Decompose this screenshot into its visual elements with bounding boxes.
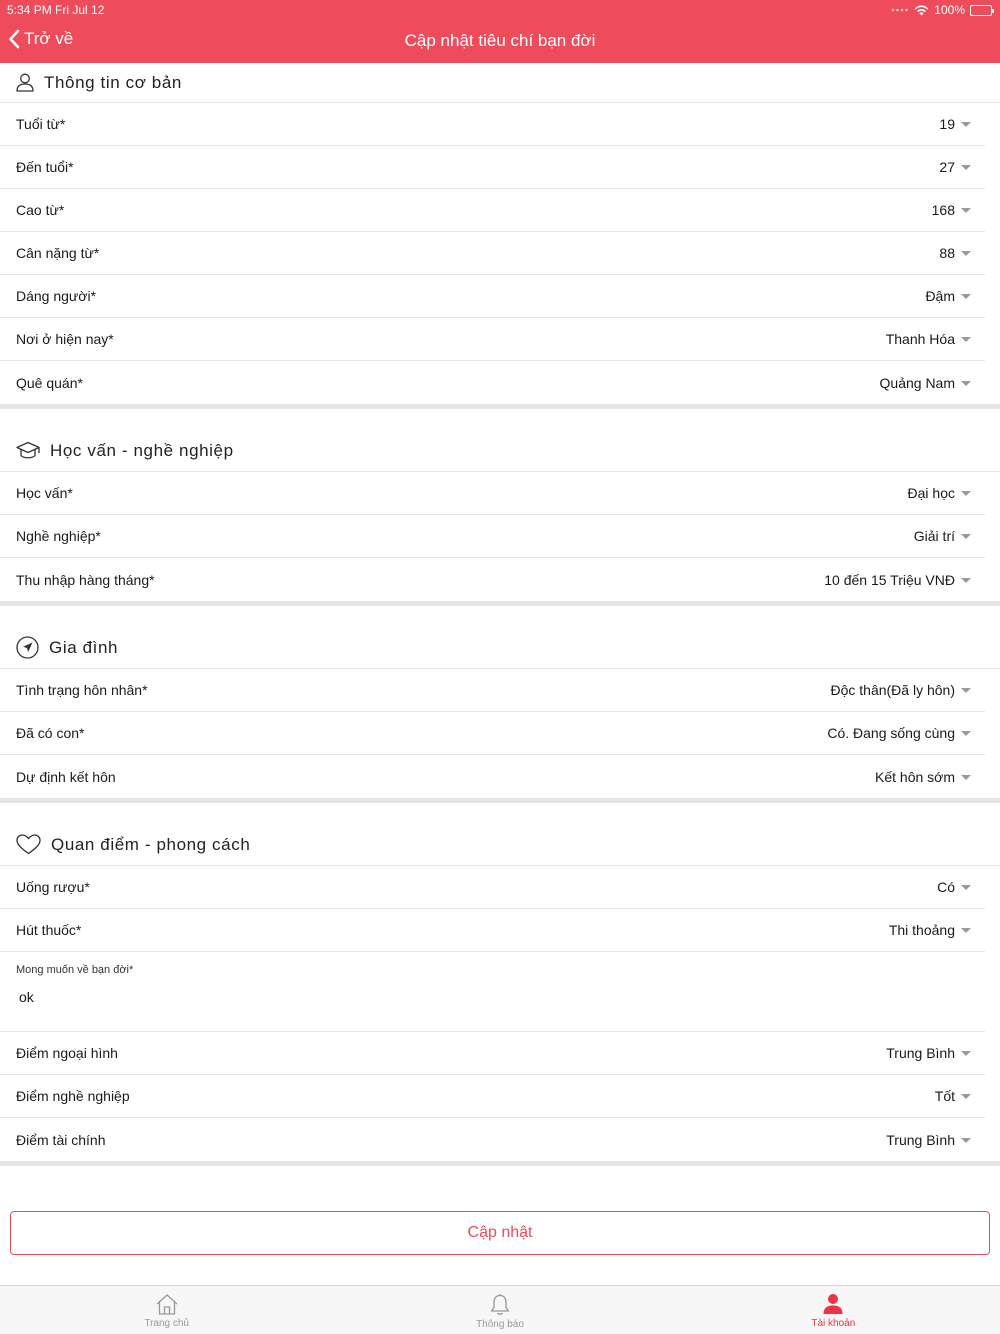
field-label: Hút thuốc*: [16, 922, 82, 938]
field-value: Đại học: [907, 485, 955, 501]
section-basic-header: [0, 63, 1000, 103]
caret-down-icon: [961, 775, 971, 780]
field-value: Thi thoảng: [888, 922, 955, 938]
field-age-from[interactable]: [0, 103, 985, 146]
field-label: Điểm ngoại hình: [16, 1045, 118, 1061]
caret-down-icon: [961, 208, 971, 213]
field-label: Nghề nghiệp*: [16, 528, 101, 544]
partner-wish-label: Mong muốn về bạn đời*: [16, 964, 134, 976]
field-value: Kết hôn sớm: [875, 768, 955, 785]
field-label: Cao từ*: [16, 202, 65, 218]
caret-down-icon: [961, 1051, 971, 1056]
field-career-score[interactable]: [0, 1075, 985, 1118]
caret-down-icon: [961, 381, 971, 386]
field-value: 27: [939, 159, 955, 175]
field-value: 10 đến 15 Triệu VNĐ: [824, 571, 955, 588]
field-label: Cân nặng từ*: [16, 245, 100, 261]
caret-down-icon: [961, 165, 971, 170]
field-has-children[interactable]: [0, 712, 985, 755]
status-indicators: [891, 3, 992, 17]
caret-down-icon: [961, 251, 971, 256]
bell-icon: [489, 1293, 511, 1316]
field-label: Điểm nghề nghiệp: [16, 1088, 130, 1104]
field-value: 168: [931, 202, 955, 218]
tab-home[interactable]: [0, 1286, 333, 1334]
page-title: Cập nhật tiêu chí bạn đời: [404, 31, 596, 50]
caret-down-icon: [961, 578, 971, 583]
field-appearance-score[interactable]: [0, 1032, 985, 1075]
field-age-to[interactable]: [0, 146, 985, 189]
field-value: Thanh Hóa: [885, 331, 955, 347]
person-icon: [16, 73, 34, 92]
field-smoking[interactable]: [0, 909, 985, 952]
field-height-from[interactable]: [0, 189, 985, 232]
field-value: 19: [939, 116, 955, 132]
section-education-header: [0, 409, 1000, 472]
heart-icon: [16, 834, 41, 855]
section-title: Gia đình: [49, 637, 119, 657]
field-hometown[interactable]: [0, 361, 985, 404]
field-monthly-income[interactable]: [0, 558, 985, 601]
section-divider: [0, 1161, 1000, 1166]
caret-down-icon: [961, 885, 971, 890]
field-label: Điểm tài chính: [16, 1131, 106, 1148]
field-value: Tốt: [934, 1088, 955, 1104]
user-icon: [822, 1293, 844, 1315]
field-value: 88: [939, 245, 955, 261]
section-family-header: [0, 606, 1000, 669]
field-label: Đến tuổi*: [16, 159, 74, 175]
field-value: Đậm: [925, 288, 955, 304]
tab-bar: [0, 1285, 1000, 1334]
field-body-type[interactable]: [0, 275, 985, 318]
section-title: Quan điểm - phong cách: [51, 834, 251, 854]
field-value: Độc thân(Đã ly hôn): [830, 682, 955, 698]
field-value: Có. Đang sống cùng: [827, 725, 955, 741]
navigation-arrow-icon: [16, 636, 39, 659]
field-value: Quảng Nam: [879, 374, 955, 391]
field-weight-from[interactable]: [0, 232, 985, 275]
field-finance-score[interactable]: [0, 1118, 985, 1161]
home-icon: [155, 1293, 179, 1315]
field-label: Đã có con*: [16, 725, 85, 741]
caret-down-icon: [961, 294, 971, 299]
form-content: [0, 63, 1000, 1166]
partner-wish-field: [0, 952, 985, 1032]
caret-down-icon: [961, 731, 971, 736]
section-title: Thông tin cơ bản: [44, 72, 182, 92]
nav-header: [0, 0, 1000, 63]
field-value: Có: [937, 879, 955, 895]
field-education[interactable]: [0, 472, 985, 515]
section-title: Học vấn - nghề nghiệp: [50, 440, 234, 460]
field-drinking[interactable]: [0, 866, 985, 909]
status-time: 5:34 PM Fri Jul 12: [7, 3, 105, 17]
tab-notifications[interactable]: [333, 1286, 666, 1334]
field-value: Trung Bình: [886, 1131, 955, 1148]
graduation-cap-icon: [16, 441, 40, 461]
field-value: Trung Bình: [886, 1045, 955, 1061]
caret-down-icon: [961, 688, 971, 693]
field-label: Quê quán*: [16, 374, 83, 391]
caret-down-icon: [961, 491, 971, 496]
section-lifestyle-header: [0, 803, 1000, 866]
field-occupation[interactable]: [0, 515, 985, 558]
caret-down-icon: [961, 1094, 971, 1099]
field-marital-status[interactable]: [0, 669, 985, 712]
field-value: Giải trí: [913, 528, 955, 544]
field-label: Tình trạng hôn nhân*: [16, 682, 148, 698]
field-label: Dự định kết hôn: [16, 768, 116, 785]
battery-icon: [970, 5, 992, 16]
tab-label: Tài khoản: [811, 1318, 856, 1329]
battery-percent: 100%: [934, 3, 965, 17]
tab-label: Thông báo: [476, 1319, 524, 1330]
signal-dots-icon: [891, 8, 909, 12]
partner-wish-input[interactable]: [16, 989, 916, 1005]
field-label: Dáng người*: [16, 288, 97, 304]
field-marriage-plan[interactable]: [0, 755, 985, 798]
field-label: Uống rượu*: [16, 879, 90, 895]
field-label: Học vấn*: [16, 485, 73, 501]
field-label: Tuổi từ*: [16, 116, 66, 132]
update-button[interactable]: Cập nhật: [10, 1211, 990, 1255]
caret-down-icon: [961, 337, 971, 342]
field-label: Thu nhập hàng tháng*: [16, 571, 155, 588]
back-label: Trở về: [24, 29, 74, 48]
caret-down-icon: [961, 122, 971, 127]
wifi-icon: [914, 5, 929, 16]
caret-down-icon: [961, 928, 971, 933]
field-current-residence[interactable]: [0, 318, 985, 361]
field-label: Nơi ở hiện nay*: [16, 331, 114, 347]
caret-down-icon: [961, 1138, 971, 1143]
tab-account[interactable]: [667, 1286, 1000, 1334]
tab-label: Trang chủ: [144, 1318, 189, 1329]
caret-down-icon: [961, 534, 971, 539]
